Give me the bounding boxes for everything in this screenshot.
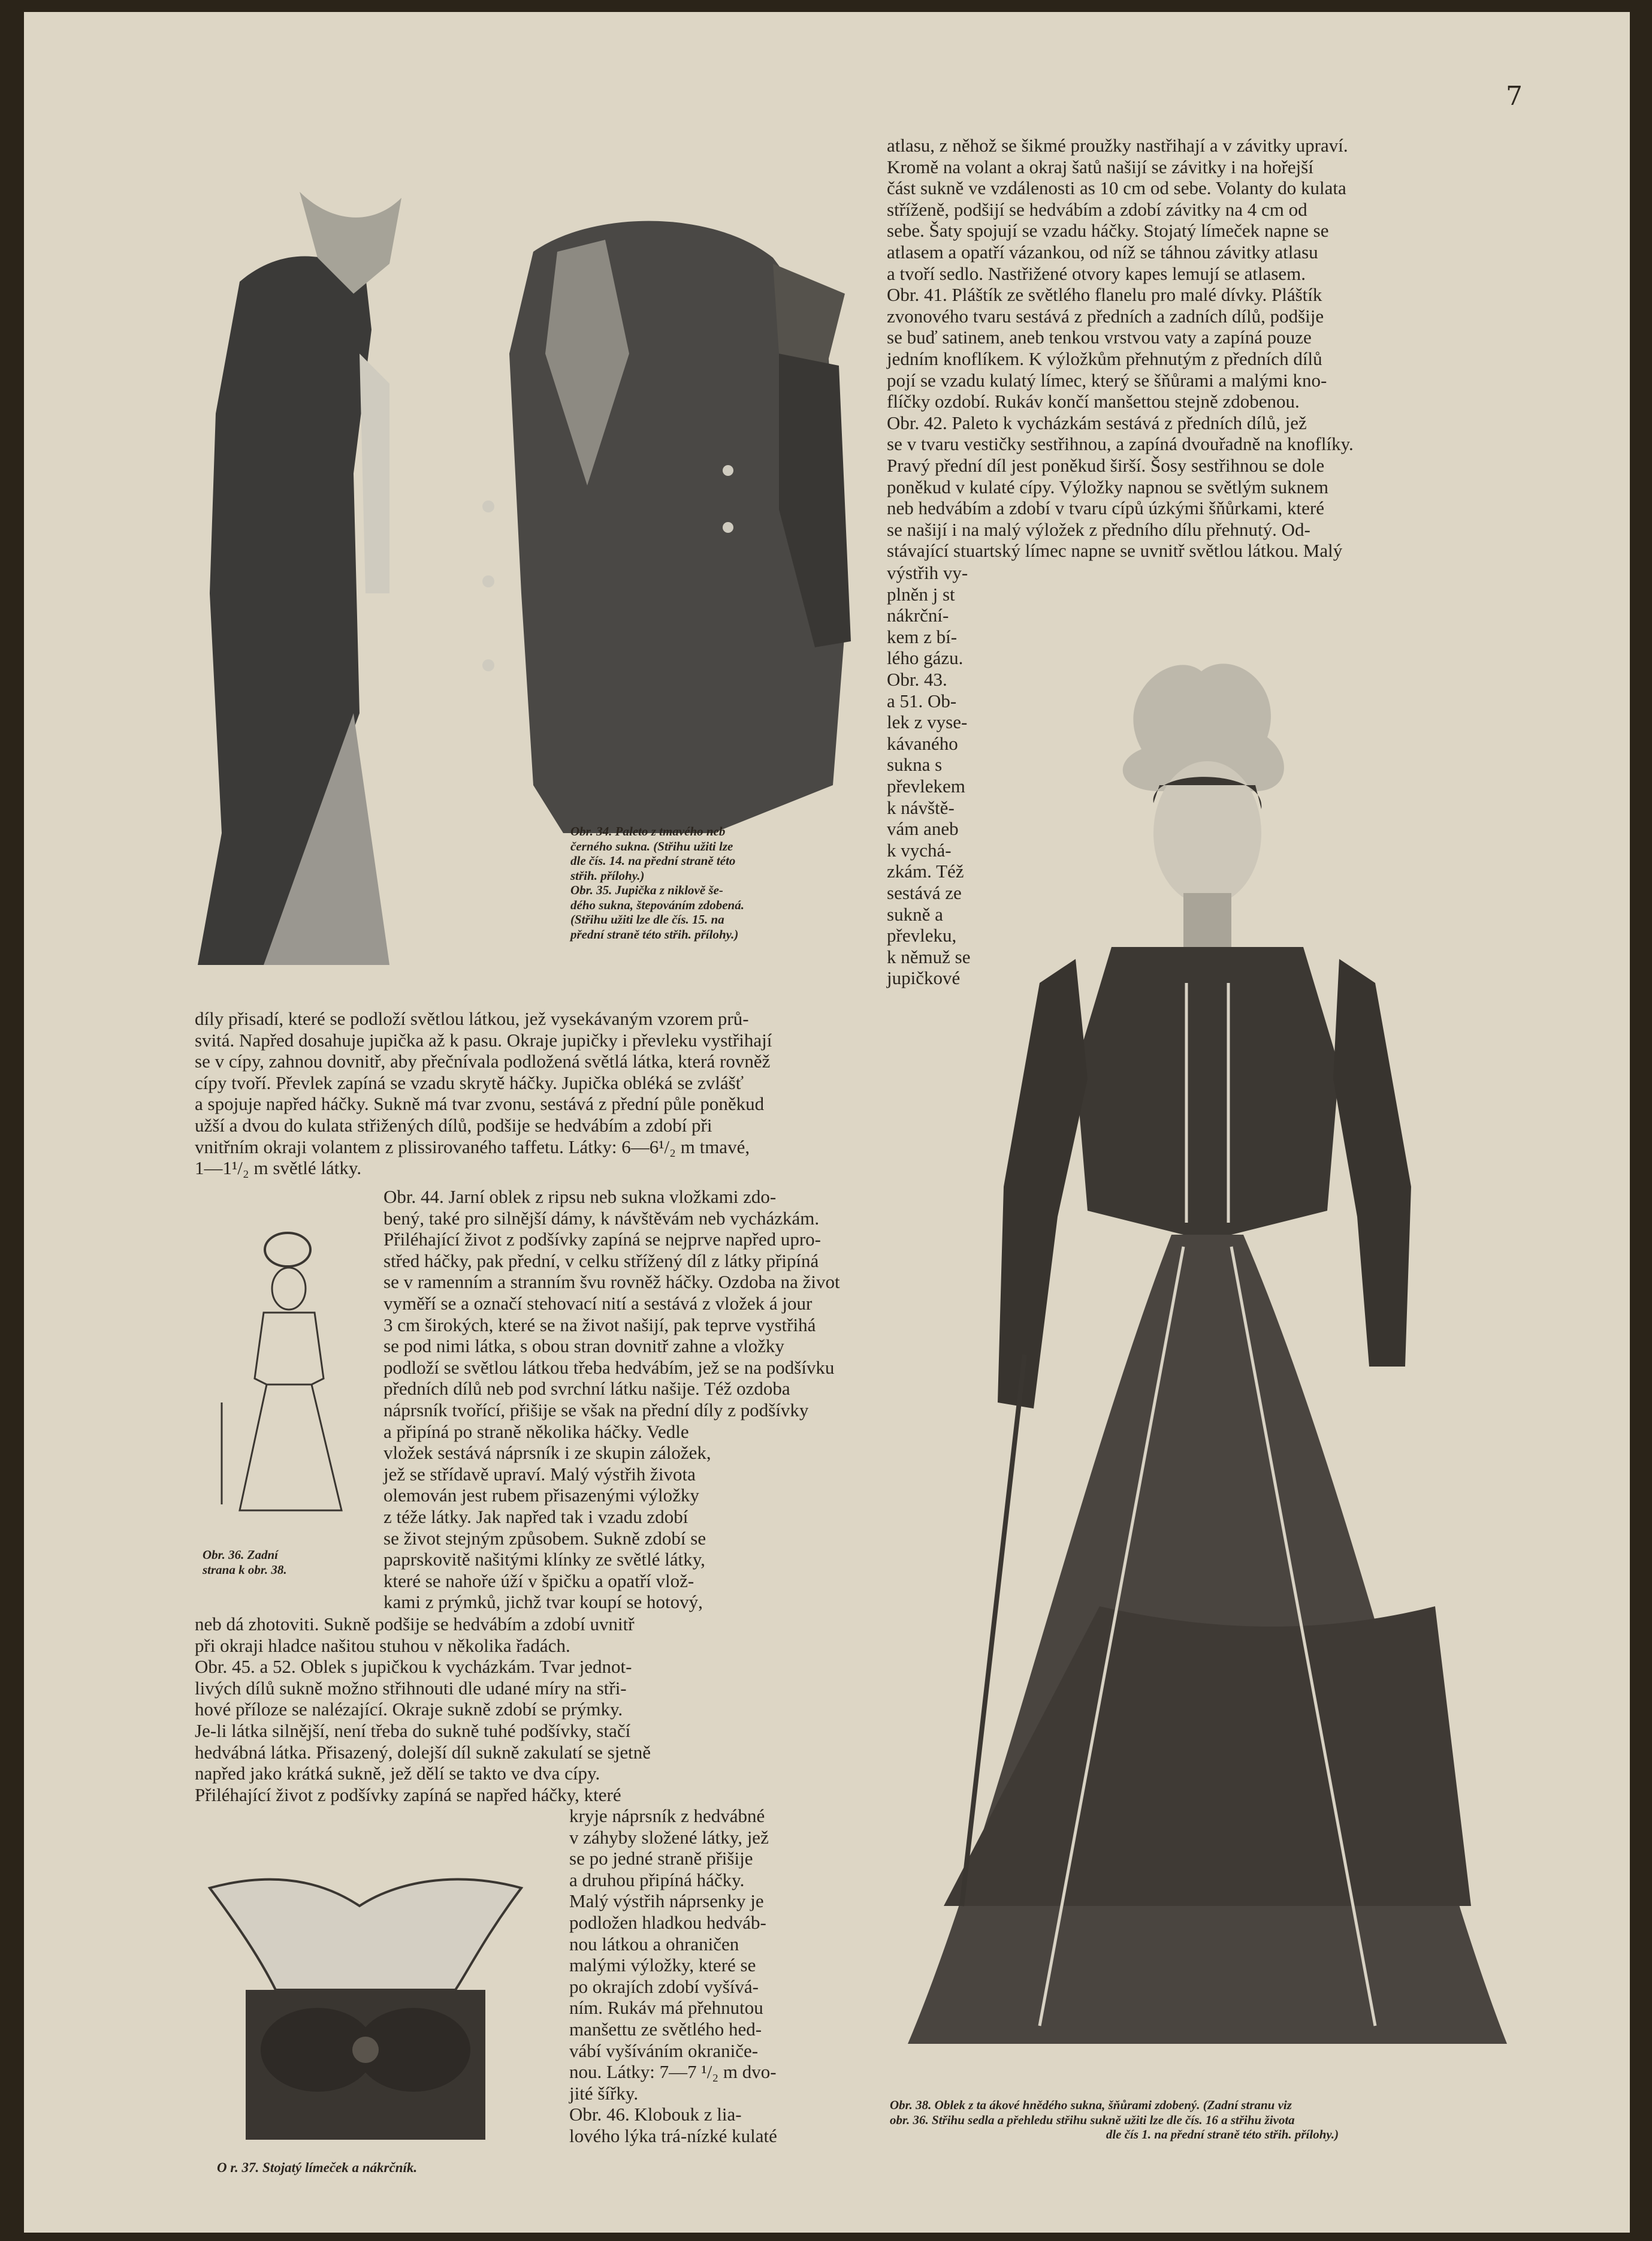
collar-illustration — [204, 1870, 527, 2152]
caption-fig34-35: Obr. 34. Paleto z tmavého neb černého sukna. (Střihu užiti lze dle čís. 14. na přední straně této střih. přílohy.) Obr. 35. Jupička z niklově še- dého sukna, štepováním zdobená. (Střihu užiti lze dle čís. 15. na přední straně této střih. přílohy.) — [570, 824, 744, 942]
text-block-lower-narrow: kryje náprsník z hedvábné v záhyby složené látky, jež se po jedné straně přišije a druhou připíná háčky. Malý výstřih náprsenky je podložen hladkou hedváb- nou látkou a ohraničen malými výložky, které se po okrajích zdobí vyšívá- ním. Rukáv má přehnutou manšettu ze světlého hed- vábí vyšíváním okraničе- nou. Látky: 7—7 ¹/₂ m dvo- jité šířky. Obr. 46. Klobouk z lia- lového lýka trá-nízké kulaté — [569, 1805, 777, 2146]
text-block-lower-wide: neb dá zhotoviti. Sukně podšije se hedvábím a zdobí uvnitř při okraji hladce našitou stuhou v několika řadách. Obr. 45. a 52. Oblek s jupičkou k vycházkám. Tvar jednot- livých dílů sukně možno střihnouti dle udané míry na stři- hové příloze se nalézající. Okraje sukně zdobí se prýmky. Je-li látka silnější, není třeba do sukně tuhé podšívky, stačí hedvábná látka. Přisazený, dolejší díl sukně zakulatí se sjetně napřed jako krátká sukně, jež dělí se takto ve dva cípy. Přiléhající život z podšívky zapíná se napřed háčky, které — [195, 1613, 651, 1805]
caption-fig37: O r. 37. Stojatý límeček a nákrčník. — [217, 2160, 418, 2175]
page-number: 7 — [1506, 81, 1523, 111]
back-view-illustration — [198, 1223, 348, 1516]
text-block-middle-indented: Obr. 44. Jarní oblek z ripsu neb sukna vložkami zdo- bený, také pro silnější dámy, k návštěvám neb vycházkám. Přiléhající život z podšívky zapíná se nejprve napřed upro- střed háčky, pak přední, v celku střížený díl z látky připíná se v ramenním a stranním švu rovněž háčky. Ozdoba na život vyměří se a označí stehovací nití a sestává z vložek á jour 3 cm širokých, které se na život našijí, pak teprve vystřihá se pod nimi látka, s obou stran dovnitř zahne a vložky podloží se světlou látkou třeba hedvábím, jež se na podšívku předních dílů neb pod svrchní látku našije. Též ozdoba náprsník tvořící, přišije se však na přední díly z podšívky a připíná po straně několika háčky. Vedle vložek sestává náprsník i ze skupin záložek, jež se střídavě upraví. Malý výstřih života olemován jest rubem přisazenými výložky z téže látky. Jak napřed tak i vzadu zdobí se život stejným způsobem. Sukně zdobí se paprskovitě našitými klínky ze světlé látky, které se nahoře úží v špičku a opatří vlož- kami z prýmků, jichž tvar koupí se hotový, — [383, 1186, 840, 1613]
caption-fig36: Obr. 36. Zadní strana k obr. 38. — [203, 1548, 287, 1577]
text-block-top-right: atlasu, z něhož se šikmé proužky nastřihají a v závitky upraví. Kromě na volant a okraj šatů našijí se závitky i na hořejší část sukně ve vzdálenosti as 10 cm od sebe. Volanty do kulata stříženě, podšijí se hedvábím a zdobí závitky na 4 cm od sebe. Šaty spojují se vzadu háčky. Stojatý límeček napne se atlasem a opatří vázankou, od níž se táhnou závitky atlasu a tvoří sedlo. Nastřižené otvory kapes lemují se atlasem. Obr. 41. Pláštík ze světlého flanelu pro malé dívky. Pláštík zvonového tvaru sestává z předních a zadních dílů, podšije se buď satinem, aneb tenkou vrstvou vaty a zapíná pouze jedním knoflíkem. K výložkům přehnutým z předních dílů pojí se vzadu kulatý límec, který se šňůrami a malými kno- flíčky ozdobí. Rukáv končí manšettou stejně zdobenou. Obr. 42. Paleto k vycházkám sestává z předních dílů, jež se v tvaru vestičky sestřihnou, a zapíná dvouřadně na knoflíky. Pravý přední díl jest poněkud širší. Šosy sestřihnou se dole poněkud v kulaté cípy. Výložky napnou se světlým suknem neb hedvábím a zdobí v tvaru cípů úzkými šňůrkami, které se našijí i na malý výložek z předního dílu přehnutý. Od- stávající stuartský límec napne se uvnitř světlou látkou. Malý — [887, 135, 1354, 562]
text-block-narrow-column: výstřih vy- plněn j st nákrční- kem z bí- lého gázu. Obr. 43. a 51. Ob- lek z vyse- kávaného sukna s převlekem k návště- vám aneb k vychá- zkám. Též sestává ze sukně a převleku, k němuž se jupičkové — [887, 562, 971, 989]
caption-fig38: Obr. 38. Oblek z ta ákové hnědého sukna, šňůrami zdobený. (Zadní stranu viz obr. 36. Střihu sedla a přehledu střihu sukně užiti lze dle čís. 16 a střihu života dle čís 1. na přední straně této střih. přílohy.) — [890, 2098, 1339, 2142]
magazine-page — [24, 12, 1630, 2233]
text-block-middle-wide: díly přisadí, které se podloží světlou látkou, jež vysekávaným vzorem prů- svitá. Napřed dosahuje jupička až k pasu. Okraje jupičky i převleku vystřihají se v cípy, zahnou dovnitř, aby přečnívala podložená světlá látka, která rovněž cípy tvoří. Převlek zapíná se vzadu skrytě háčky. Jupička obléká se zvlášť a spojuje napřed háčky. Sukně má tvar zvonu, sestává z přední půle poněkud užší a dvou do kulata střižených dílů, podšije se hedvábím a zdobí při vnitřním okraji volantem z plissirovaného taffetu. Látky: 6—6¹/₂ m tmavé, 1—1¹/₂ m světlé látky. — [195, 1008, 772, 1179]
